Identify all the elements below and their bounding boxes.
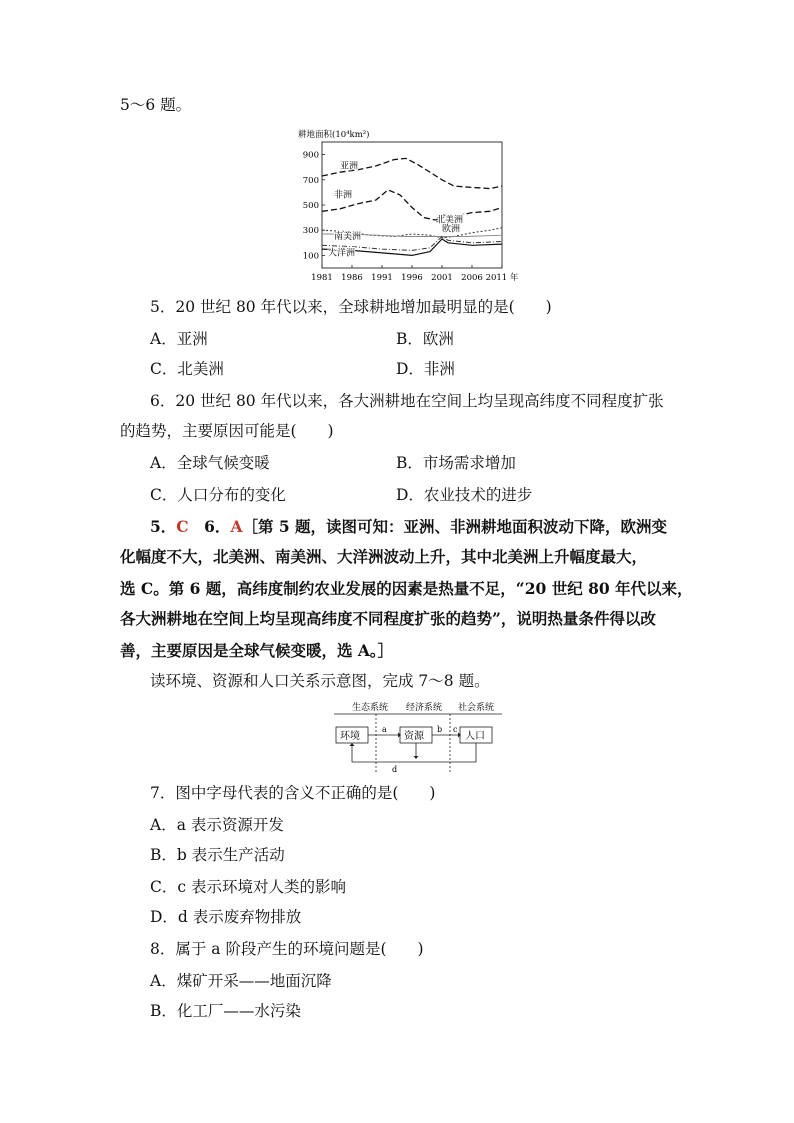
q5-option-b: B．欧洲: [396, 330, 454, 348]
box-population-label: 人口: [465, 731, 485, 742]
arrow-d: [352, 743, 476, 762]
q5-option-d: D．非洲: [396, 360, 455, 378]
answer-explanation-4: 各大洲耕地在空间上均呈现高纬度不同程度扩张的趋势”，说明热量条件得以改: [120, 609, 656, 628]
intro-text-2: 读环境、资源和人口关系示意图，完成 7～8 题。: [150, 672, 490, 690]
y-tick-label: 700: [302, 175, 319, 186]
answer-explanation-3: 选 C。第 6 题，高纬度制约农业发展的因素是热量不足，“20 世纪 80 年代以来，: [120, 579, 693, 598]
q8-option-a: A．煤矿开采——地面沉降: [150, 972, 332, 990]
q6-stem-line2: 的趋势，主要原因可能是( ): [120, 422, 334, 440]
x-tick-label: 2006: [461, 273, 483, 283]
relationship-diagram: [332, 700, 504, 776]
arrow-c-label: c: [453, 725, 458, 734]
diagram-svg: [332, 700, 504, 776]
q6-option-a: A．全球气候变暖: [150, 454, 270, 472]
arrowhead-d: [350, 743, 355, 746]
x-tick-label: 1986: [341, 273, 363, 283]
system-label-econ: 经济系统: [406, 703, 443, 713]
box-resource-label: 资源: [404, 731, 424, 742]
y-tick-label: 100: [302, 251, 319, 262]
arrow-b-label: b: [437, 725, 443, 734]
x-tick-label: 2011 年: [485, 273, 519, 283]
answer-num6: 6．: [188, 517, 231, 536]
answer-explanation-2: 化幅度不大，北美洲、南美洲、大洋洲波动上升，其中北美洲上升幅度最大，: [120, 547, 648, 566]
arrow-d-label: d: [392, 765, 398, 774]
arrow-a-label: a: [382, 725, 387, 734]
q7-option-d: D．d 表示废弃物排放: [150, 908, 302, 926]
chart-svg: [296, 128, 536, 288]
series-label-亚洲: 亚洲: [340, 161, 359, 172]
box-environment-label: 环境: [340, 731, 360, 742]
series-label-欧洲: 欧洲: [442, 224, 461, 235]
x-tick-label: 1991: [371, 273, 393, 283]
q6-option-d: D．农业技术的进步: [396, 486, 533, 504]
cropland-area-chart: [296, 128, 536, 288]
q7-option-a: A．a 表示资源开发: [150, 816, 284, 834]
y-axis-label: 耕地面积(10⁴km²): [298, 130, 370, 140]
answer-5: C: [176, 517, 189, 536]
series-label-非洲: 非洲: [334, 190, 353, 201]
system-label-social: 社会系统: [458, 703, 495, 713]
series-label-北美洲: 北美洲: [436, 215, 464, 226]
q7-stem: 7．图中字母代表的含义不正确的是( ): [150, 784, 436, 802]
answer-num5: 5．: [150, 517, 177, 536]
q5-stem: 5．20 世纪 80 年代以来，全球耕地增加最明显的是( ): [150, 298, 552, 316]
q5-option-c: C．北美洲: [150, 360, 224, 378]
answer-line1: [150, 516, 667, 538]
series-label-南美洲: 南美洲: [334, 232, 362, 243]
q7-option-b: B．b 表示生产活动: [150, 846, 285, 864]
y-tick-label: 900: [302, 150, 319, 161]
q8-stem: 8．属于 a 阶段产生的环境问题是( ): [150, 940, 424, 958]
answer-explanation-1: ［第 5 题，读图可知：亚洲、非洲耕地面积波动下降，欧洲变: [242, 517, 668, 536]
q7-option-c: C．c 表示环境对人类的影响: [150, 878, 346, 896]
series-label-大洋洲: 大洋洲: [328, 248, 356, 259]
q8-option-b: B．化工厂——水污染: [150, 1002, 301, 1020]
x-tick-label: 2001: [431, 273, 453, 283]
x-tick-label: 1981: [311, 273, 333, 283]
q6-option-c: C．人口分布的变化: [150, 486, 286, 504]
q6-stem-line1: 6．20 世纪 80 年代以来，各大洲耕地在空间上均呈现高纬度不同程度扩张: [150, 392, 664, 410]
system-label-eco: 生态系统: [352, 703, 389, 713]
answer-6: A: [230, 517, 243, 536]
y-tick-label: 500: [302, 201, 319, 211]
arrowhead-resource-down: [414, 756, 419, 759]
x-tick-label: 1996: [401, 273, 423, 283]
q6-option-b: B．市场需求增加: [396, 454, 516, 472]
q5-option-a: A．亚洲: [150, 330, 208, 348]
answer-explanation-5: 善，主要原因是全球气候变暖，选 A。］: [120, 641, 394, 660]
intro-text: 5～6 题。: [120, 96, 192, 114]
y-tick-label: 300: [302, 226, 319, 237]
